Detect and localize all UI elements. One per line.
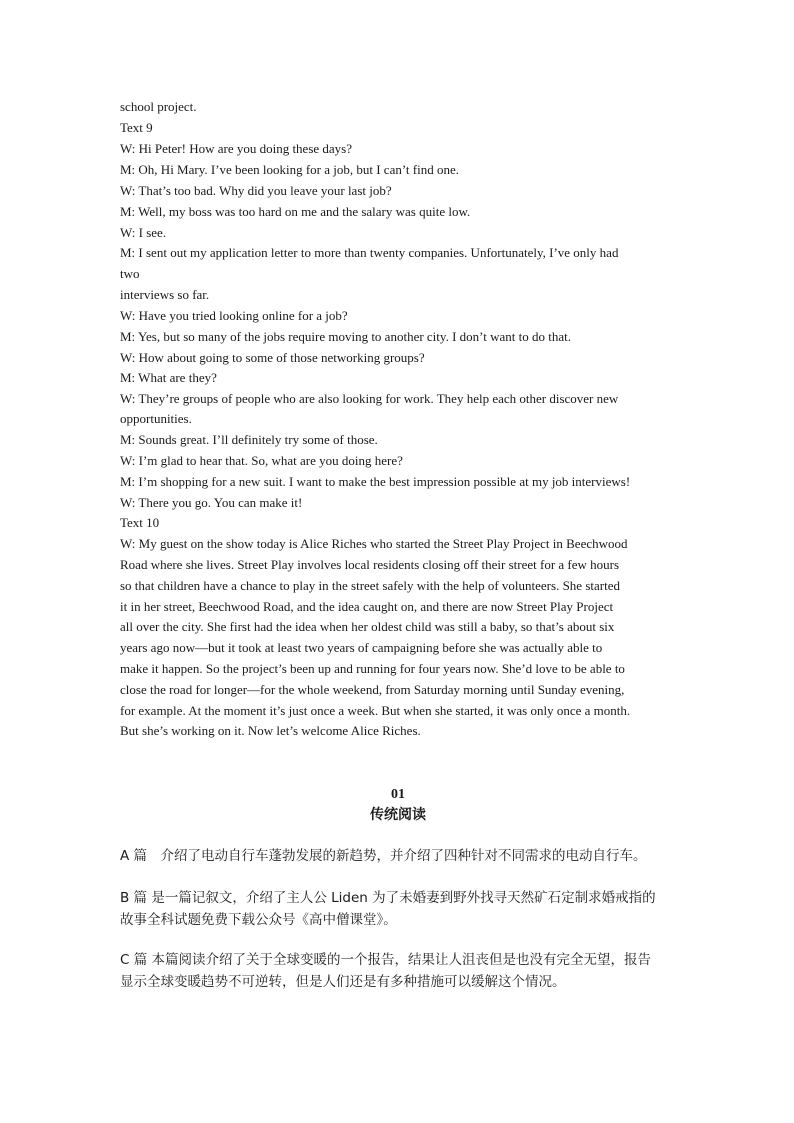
text-line: W: That’s too bad. Why did you leave your last job? xyxy=(120,183,392,198)
text-line: all over the city. She first had the idea when her oldest child was still a baby, so that’s about six xyxy=(120,619,615,634)
text-line: W: Hi Peter! How are you doing these days? xyxy=(120,141,353,156)
summary-line: B 篇 是一篇记叙文，介绍了主人公 Liden 为了未婚妻到野外找寻天然矿石定制求婚戒指的 xyxy=(120,890,656,906)
text-line: M: Sounds great. I’ll definitely try some of those. xyxy=(120,432,378,447)
text-line: M: I sent out my application letter to more than twenty companies. Unfortunately, I’ve only had xyxy=(120,245,619,260)
text-line: M: Well, my boss was too hard on me and the salary was quite low. xyxy=(120,204,471,219)
text-line: close the road for longer—for the whole weekend, from Saturday morning until Sunday evening, xyxy=(120,682,625,697)
text-line: it in her street, Beechwood Road, and the idea caught on, and there are now Street Play Project xyxy=(120,599,614,614)
text-line: two xyxy=(120,266,140,281)
text-line: so that children have a chance to play in the street safely with the help of volunteers. She started xyxy=(120,578,620,593)
text-line: interviews so far. xyxy=(120,287,210,302)
text-line: But she’s working on it. Now let’s welcome Alice Riches. xyxy=(120,723,421,738)
section-title: 传统阅读 xyxy=(370,808,426,823)
text-line: M: Oh, Hi Mary. I’ve been looking for a job, but I can’t find one. xyxy=(120,162,460,177)
text-line: Text 9 xyxy=(120,120,153,135)
section-number: 01 xyxy=(391,787,405,802)
text-line: W: I’m glad to hear that. So, what are you doing here? xyxy=(120,453,403,468)
text-line: M: I’m shopping for a new suit. I want to make the best impression possible at my job interviews! xyxy=(120,474,631,489)
summary-line: 故事全科试题免费下载公众号《高中僧课堂》。 xyxy=(120,912,397,928)
summary-line: A 篇 介绍了电动自行车蓬勃发展的新趋势，并介绍了四种针对不同需求的电动自行车。 xyxy=(120,848,647,864)
text-line: opportunities. xyxy=(120,411,192,426)
summary-c xyxy=(120,949,676,993)
text-line: W: They’re groups of people who are also looking for work. They help each other discover new xyxy=(120,391,619,406)
text-line: W: There you go. You can make it! xyxy=(120,495,303,510)
text-line: Road where she lives. Street Play involves local residents closing off their street for a few hours xyxy=(120,557,620,572)
text-line: for example. At the moment it’s just once a week. But when she started, it was only once a month. xyxy=(120,703,631,718)
summary-line: 显示全球变暖趋势不可逆转，但是人们还是有多种措施可以缓解这个情况。 xyxy=(120,974,566,990)
text-line: M: Yes, but so many of the jobs require moving to another city. I don’t want to do that. xyxy=(120,329,571,344)
text-line: school project. xyxy=(120,99,197,114)
text-line: Text 10 xyxy=(120,515,160,530)
text-line: M: What are they? xyxy=(120,370,217,385)
text-line: W: My guest on the show today is Alice Riches who started the Street Play Project in Beechwood xyxy=(120,536,628,551)
text-line: make it happen. So the project’s been up and running for four years now. She’d love to be able to xyxy=(120,661,625,676)
text-line: W: How about going to some of those networking groups? xyxy=(120,350,425,365)
summary-line: C 篇 本篇阅读介绍了关于全球变暖的一个报告，结果让人沮丧但是也没有完全无望，报告 xyxy=(120,952,652,968)
text-line: years ago now—but it took at least two years of campaigning before she was actually able to xyxy=(120,640,603,655)
text-line: W: I see. xyxy=(120,225,167,240)
text-line: W: Have you tried looking online for a job? xyxy=(120,308,348,323)
summary-b xyxy=(120,887,676,931)
summary-a xyxy=(120,845,676,867)
